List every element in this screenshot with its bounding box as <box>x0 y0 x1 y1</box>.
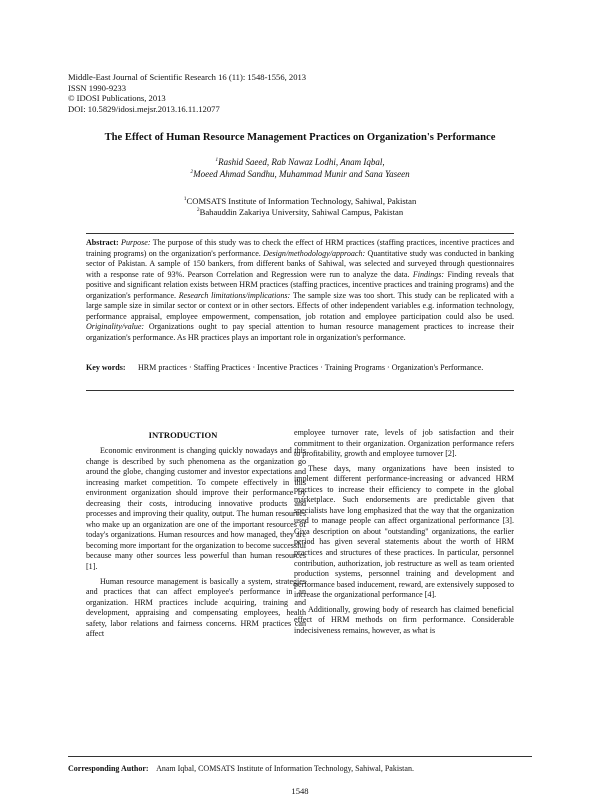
intro-paragraph-1: Economic environment is changing quickly nowadays and this change is described by such phenomena as the organization go around the globe, changing customer and investor expectations and increasing market competition. To compete effectively in this environment organization should improve their performance by decreasing their costs, introducing innovative products and processes and improving their quality, output. The human resources who make up an organization are one of the important resources of today's organizations. Human resources and how managed, they are becoming more important for the organization to become successful because many other sources less powerful than human resources [1]. <box>86 446 306 572</box>
intro-paragraph-3: employee turnover rate, levels of job satisfaction and their commitment to their organization. Organization performance refers to profitability, growth and employee turnover [2]. <box>294 428 514 459</box>
keywords <box>86 363 514 374</box>
left-column <box>86 446 306 644</box>
intro-paragraph-5: Additionally, growing body of research has claimed beneficial effect of HRM methods on firm performance. Considerable indecisiveness remains, however, as what is <box>294 604 514 635</box>
corresponding-author <box>68 764 414 773</box>
originality-text: Organizations ought to pay special attention to human resource management practices to increase their organization's performance. As HR practices plays an important role in organization's performance. <box>86 322 515 342</box>
journal-copyright: © IDOSI Publications, 2013 <box>68 93 166 104</box>
findings-label: Findings: <box>412 269 445 279</box>
corresponding-author-label: Corresponding Author: <box>68 764 149 773</box>
keywords-bottom-rule <box>86 390 514 391</box>
journal-header <box>68 72 306 114</box>
originality-label: Originality/value: <box>86 322 145 331</box>
author-line-1: Rashid Saeed, Rab Nawaz Lodhi, Anam Iqbal, <box>218 157 385 167</box>
keywords-list: HRM practices · Staffing Practices · Incentive Practices · Training Programs · Organization's Performance. <box>138 363 484 372</box>
author-line-2: Moeed Ahmad Sandhu, Muhammad Munir and Sana Yaseen <box>193 169 410 179</box>
section-heading-introduction: INTRODUCTION <box>148 430 218 440</box>
author-list: $^1$Rashid Saeed, Rab Nawaz Lodhi, Anam Iqbal, $^2$Moeed Ahmad Sandhu, Muhammad Munir and Sana Yaseen <box>190 157 410 179</box>
abstract-label: Abstract: <box>86 238 119 247</box>
intro-paragraph-2: Human resource management is basically a system, strategies and practices that can affect employee's performance in an organization. HRM practices include acquiring, training and development, appraising and compensating employees, health safety, labor relations and fairness concerns. HRM practices can affect <box>86 576 306 639</box>
corresponding-author-text: Anam Iqbal, COMSATS Institute of Information Technology, Sahiwal, Pakistan. <box>156 764 414 773</box>
method-label: Design/methodology/approach: <box>263 248 366 258</box>
affiliation-1: COMSATS Institute of Information Technology, Sahiwal, Pakistan <box>186 196 417 206</box>
journal-issn: ISSN 1990-9233 <box>68 82 127 93</box>
journal-doi: DOI: 10.5829/idosi.mejsr.2013.16.11.12077 <box>68 103 220 114</box>
purpose-text: The purpose of this study was to check the effect of HRM practices (staffing practices, incentive practices and training programs) on the organization's performance. <box>86 238 514 258</box>
limitations-text: The sample size was too short. This study can be replicated with a large sample size in similar sector or context or in other sectors. Effects of other independent variables e.g. information technology, performance appraisal, employee empowerment, compensation, job rotation and employee participation could also be used. <box>86 290 514 321</box>
affiliations: $^1$COMSATS Institute of Information Technology, Sahiwal, Pakistan $^2$Bahauddin Zakariya University, Sahiwal Campus, Pakistan <box>183 196 417 217</box>
method-text: Quantitative study was conducted in banking sector of Pakistan. A sample of 150 bankers, from different banks of Sahiwal, was selected and surveyed through questionnaires with a response rate of 93%. Pearson Correlation and Regression were run to analyze the data. <box>86 248 515 279</box>
findings-text: Finding reveals that positive and significant relation exists between HRM practices (staffing practices, incentive practices and training programs) and the organization's performance. <box>86 269 515 300</box>
footer-rule <box>68 756 532 757</box>
page-number: 1548 <box>291 786 309 796</box>
intro-paragraph-4: These days, many organizations have been insisted to implement different performance-increasing or advanced HRM practices to increase their efficiency to compete in the global marketplace. Such endorsements are predictable given that specialists have long emphasized that the way that the organization used to manage people can affect organizational performance [3]. Giva description on about "outstanding" organizations, the earlier period has given several statements about the worth of HRM practices and structures of these practices. In particular, personnel contribution, authorization, job restructure as well as team oriented production systems, personnel training and development and performance based inducement, reward, are extensively supposed to increase the organizational performance [4]. <box>294 463 514 600</box>
keywords-label: Key words: <box>86 363 126 372</box>
limitations-label: Research limitations/implications: <box>178 290 291 300</box>
purpose-label: Purpose: <box>121 238 151 247</box>
affiliation-2: Bahauddin Zakariya University, Sahiwal Campus, Pakistan <box>199 207 404 217</box>
paper-title: The Effect of Human Resource Management Practices on Organization's Performance <box>104 132 496 143</box>
right-column <box>294 428 514 640</box>
abstract <box>86 238 514 343</box>
abstract-top-rule <box>86 233 514 234</box>
journal-citation: Middle-East Journal of Scientific Research 16 (11): 1548-1556, 2013 <box>68 72 307 82</box>
